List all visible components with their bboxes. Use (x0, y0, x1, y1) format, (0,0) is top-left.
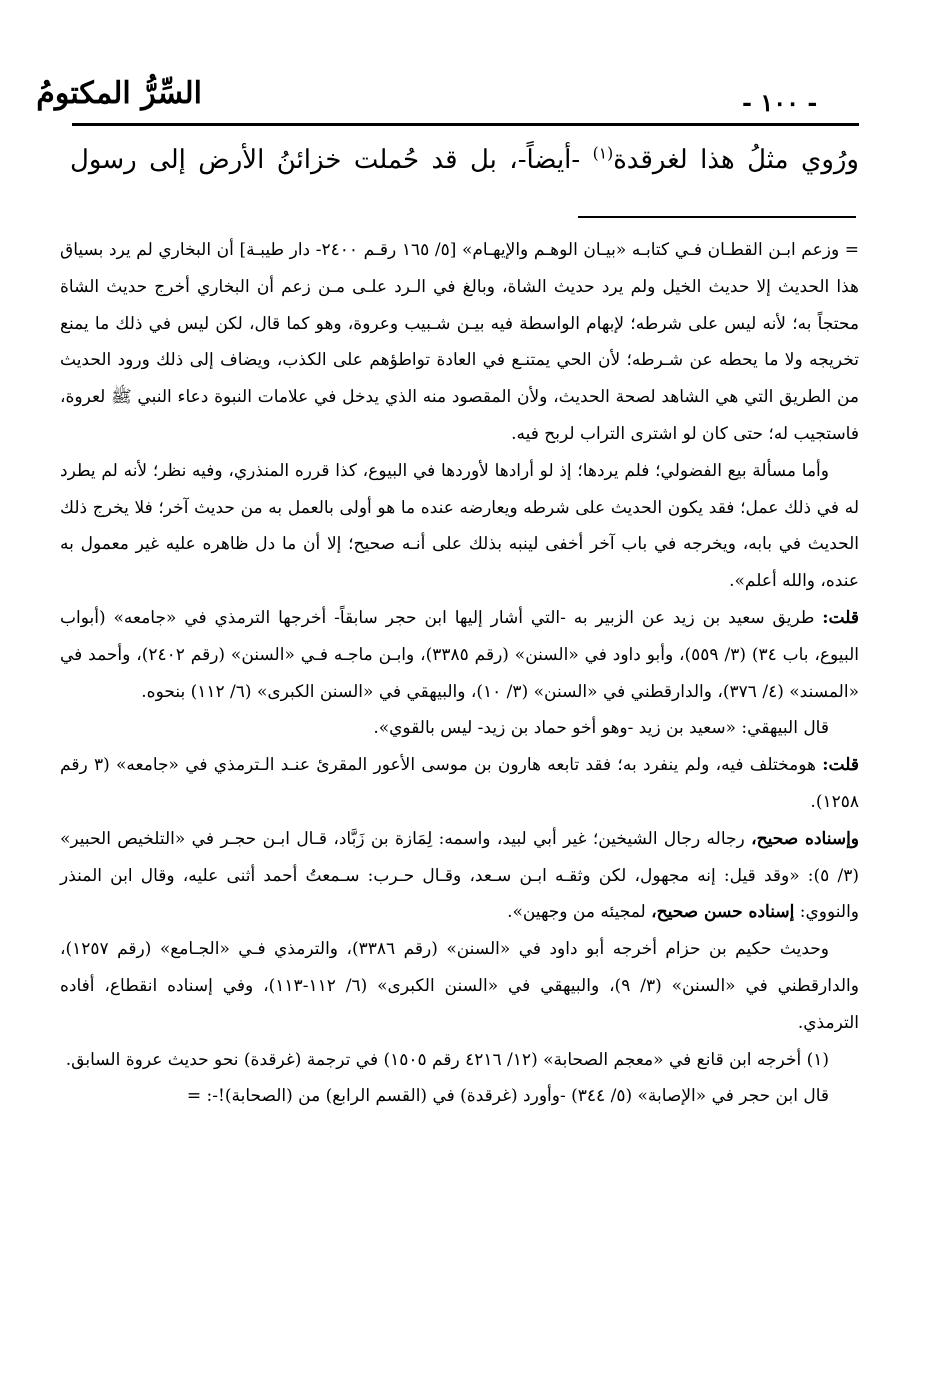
footnote-paragraph-5 (60, 747, 859, 821)
paragraph-text: قال ابن حجر في «الإصابة» (٥/ ٣٤٤) -وأورد (غرقدة) في (القسم الرابع) من (الصحابة)!-: = (186, 1086, 829, 1107)
paragraph-text: (١) أخرجه ابن قانع في «معجم الصحابة» (١٢/ ٤٢١٦ رقم ١٥٠٥) في ترجمة (غرقدة) نحو حديث عروة السابق. (65, 1049, 829, 1070)
footnote-reference-mark: (١) (592, 144, 614, 163)
paragraph-text: وأما مسألة بيع الفضولي؛ فلم يردها؛ إذ لو أرادها لأوردها في البيوع، كذا قرره المنذري، وفيه نظر؛ لأنه لم يطرد له في ذلك عمل؛ فقد يكون الحديث على شرطه ويعارضه عنده ما هو أولى بالعمل به من حديث آخر؛ فلا يخرج ذلك الحديث في بابه، ويخرجه في باب آخر أخفى لينبه بذلك على أنـه صحيح؛ إلا أن ما دل ظاهره عليه غير معمول به عنده، والله أعلم». (60, 460, 859, 592)
bold-lead: قلت: (822, 607, 859, 628)
footnote-separator-rule (578, 216, 856, 218)
running-header-title: السِّرُّ المكتومُ (36, 76, 202, 111)
paragraph-text-end: لمجيئه من وجهين». (507, 902, 652, 923)
main-text-start: ورُوي مثلُ هذا لغرقدة (613, 145, 859, 175)
footnote-paragraph-8 (60, 1042, 859, 1079)
header-rule (72, 123, 859, 126)
bold-lead: قلت: (822, 755, 859, 776)
footnotes-block (60, 232, 859, 1115)
footnote-paragraph-9 (60, 1078, 859, 1115)
footnote-paragraph-1 (60, 232, 859, 453)
footnote-paragraph-4 (60, 710, 859, 747)
footnote-paragraph-2 (60, 453, 859, 600)
footnote-paragraph-6 (60, 821, 859, 931)
bold-lead: وإسناده صحيح، (751, 828, 859, 849)
paragraph-text: هومختلف فيه، ولم ينفرد به؛ فقد تابعه هارون بن موسى الأعور المقرئ عنـد الـترمذي في «جامعه» (٣ رقم ١٢٥٨). (60, 755, 859, 812)
page-number: - ١٠٠ - (742, 88, 818, 117)
paragraph-text: قال البيهقي: «سعيد بن زيد -وهو أخو حماد بن زيد- ليس بالقوي». (373, 718, 829, 739)
paragraph-text: وحديث حكيم بن حزام أخرجه أبو داود في «السنن» (رقم ٣٣٨٦)، والترمذي فـي «الجـامع» (رقم ١٢٥٧)، والدارقطني في «السنن» (٣/ ٩)، والبيهقي في «السنن الكبرى» (٦/ ١١٢-١١٣)، وفي إسناده انقطاع، أفاده الترمذي. (60, 939, 859, 1033)
paragraph-text: رجاله رجال الشيخين؛ غير أبي لبيد، واسمه: لِمَازة بن زَبَّاد، قـال ابـن حجـر في «التلخيص الحبير» (٣/ ٥): «وقد قيل: إنه مجهول، لكن وثقـه ابـن سـعد، وقـال حـرب: سـمعتُ أحمد أثنى عليه، وقال ابن المنذر والنووي: (60, 828, 859, 923)
paragraph-text: = وزعم ابـن القطـان فـي كتابـه «بيـان الوهـم والإيهـام» [٥/ ١٦٥ رقـم ٢٤٠٠- دار طيبـة] أن البخاري لم يرد بسياق هذا الحديث إلا حديث الخيل ولم يرد حديث الشاة، وبالغ في الـرد علـى مـن زعم أن البخاري أخرج حديث الشاة محتجاً به؛ لأنه ليس على شرطه؛ لإبهام الواسطة فيه بيـن شـبيب وعروة، وهو كما قال، لكن ليس في ذلك ما يمنع تخريجه ولا ما يحطه عن شـرطه؛ لأن الحي يمتنـع في العادة تواطؤهم على الكذب، ويضاف إلى ذلك ورود الحديث من الطريق التي هي الشاهد لصحة الحديث، ولأن المقصود منه الذي يدخل في علامات النبوة دعاء النبي ﷺ لعروة، فاستجيب له؛ حتى كان لو اشترى التراب لربح فيه. (60, 240, 860, 444)
main-text-end: -أيضاً-، بل قد حُملت خزائنُ الأرض إلى رسول (70, 145, 593, 175)
paragraph-text: طريق سعيد بن زيد عن الزبير به -التي أشار إليها ابن حجر سابقاً- أخرجها الترمذي في «جامعه» (أبواب البيوع، باب ٣٤) (٣/ ٥٥٩)، وأبو داود في «السنن» (رقم ٣٣٨٥)، وابـن ماجـه فـي «السنن» (رقم ٢٤٠٢)، وأحمد في «المسند» (٤/ ٣٧٦)، والدارقطني في «السنن» (٣/ ١٠)، والبيهقي في «السنن الكبرى» (٦/ ١١٢) بنحوه. (60, 607, 859, 702)
footnote-paragraph-7 (60, 931, 859, 1041)
main-text-line (70, 138, 859, 182)
footnote-paragraph-3 (60, 600, 859, 710)
bold-tail: إسناده حسن صحيح، (651, 902, 795, 923)
